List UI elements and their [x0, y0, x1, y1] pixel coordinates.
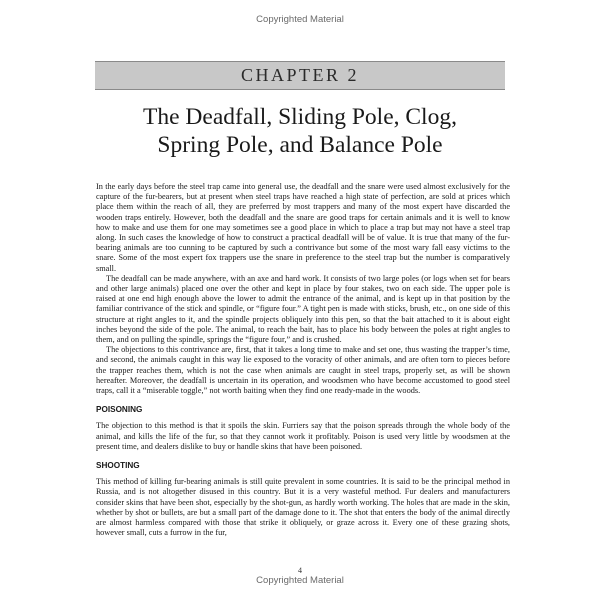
- page-number: 4: [298, 566, 302, 575]
- section-heading-shooting: SHOOTING: [96, 461, 140, 471]
- chapter-title: [60, 103, 540, 159]
- paragraph: The objection to this method is that it spoils the skin. Furriers say that the poison spreads through the whole body of the animal, and kills the life of the fur, so that they cannot work it profitably. Poison is used very little by woodsmen at the present time, and dealers dislike to buy or handle skins that have been poisoned.: [96, 421, 510, 451]
- copyright-watermark-bottom: Copyrighted Material: [256, 575, 344, 586]
- paragraph: This method of killing fur-bearing animals is still quite prevalent in some countries. It is said to be the principal method in Russia, and is not altogether disused in this country. But it is a very wasteful method. Fur dealers and manufacturers consider skins that have been shot, especially by the shot-gun, as hardly worth working. The holes that are made in the skin, whether by shot or bullets, are but a small part of the damage done to it. The shot that enters the body of the animal directly are almost harmless compared with those that strike it obliquely, or graze across it. Every one of these grazing shots, however small, cuts a furrow in the fur,: [96, 477, 510, 538]
- chapter-title-line: The Deadfall, Sliding Pole, Clog,: [143, 104, 457, 130]
- body-text: [96, 182, 510, 539]
- paragraph: In the early days before the steel trap came into general use, the deadfall and the snare were used almost exclusively for the capture of the fur-bearers, but at present when steel traps have reached a high state of perfection, are sold at prices which place them within the reach of all, they are preferred by most trappers and many of the most expert have discarded the wooden traps entirely. However, both the deadfall and the snare are good traps for certain animals and it is well to know how to make and use them for one may sometimes see a good place in which to place a trap but may not have a steel trap along. In such cases the knowledge of how to construct a practical deadfall will be of value. It is true that many of the fur-bearing animals are too cunning to be captured by such a contrivance but some of the most wary fall easy victims to the snare. Some of the most expert fox trappers use the snare in preference to the steel trap but the number is comparatively small.: [96, 182, 510, 273]
- paragraph: The deadfall can be made anywhere, with an axe and hard work. It consists of two large poles (or logs when set for bears and other large animals) placed one over the other and kept in place by four stakes, two on each side. The upper pole is raised at one end high enough above the lower to admit the entrance of the animal, and is kept up in that position by the familiar contrivance of the stick and spindle, or “figure four.” A tight pen is made with sticks, brush, etc., on one side of this structure at right angles to it, and the spindle projects obliquely into this pen, so that the bait attached to it is about eight inches beyond the side of the pole. The animal, to reach the bait, has to place his body between the poles at right angles to them, and on pulling the spindle, springs the “figure four,” and is crushed.: [96, 273, 510, 345]
- chapter-label: CHAPTER 2: [240, 65, 359, 85]
- paragraph: The objections to this contrivance are, first, that it takes a long time to make and set one, thus wasting the trapper’s time, and second, the animals caught in this way lie exposed to the voracity of other animals, and are often torn to pieces before the trapper reaches them, which is not the case when animals are caught in steel traps, properly set, as will be shown hereafter. Moreover, the deadfall is uncertain in its operation, and woodsmen who have become accustomed to good steel traps, call it a “miserable toggle,” not worth baiting when they find one ready-made in the woods.: [96, 345, 510, 396]
- section-heading-poisoning: POISONING: [96, 405, 143, 415]
- chapter-banner: [95, 61, 505, 90]
- copyright-watermark-top: Copyrighted Material: [256, 14, 344, 25]
- chapter-title-line: Spring Pole, and Balance Pole: [157, 132, 443, 158]
